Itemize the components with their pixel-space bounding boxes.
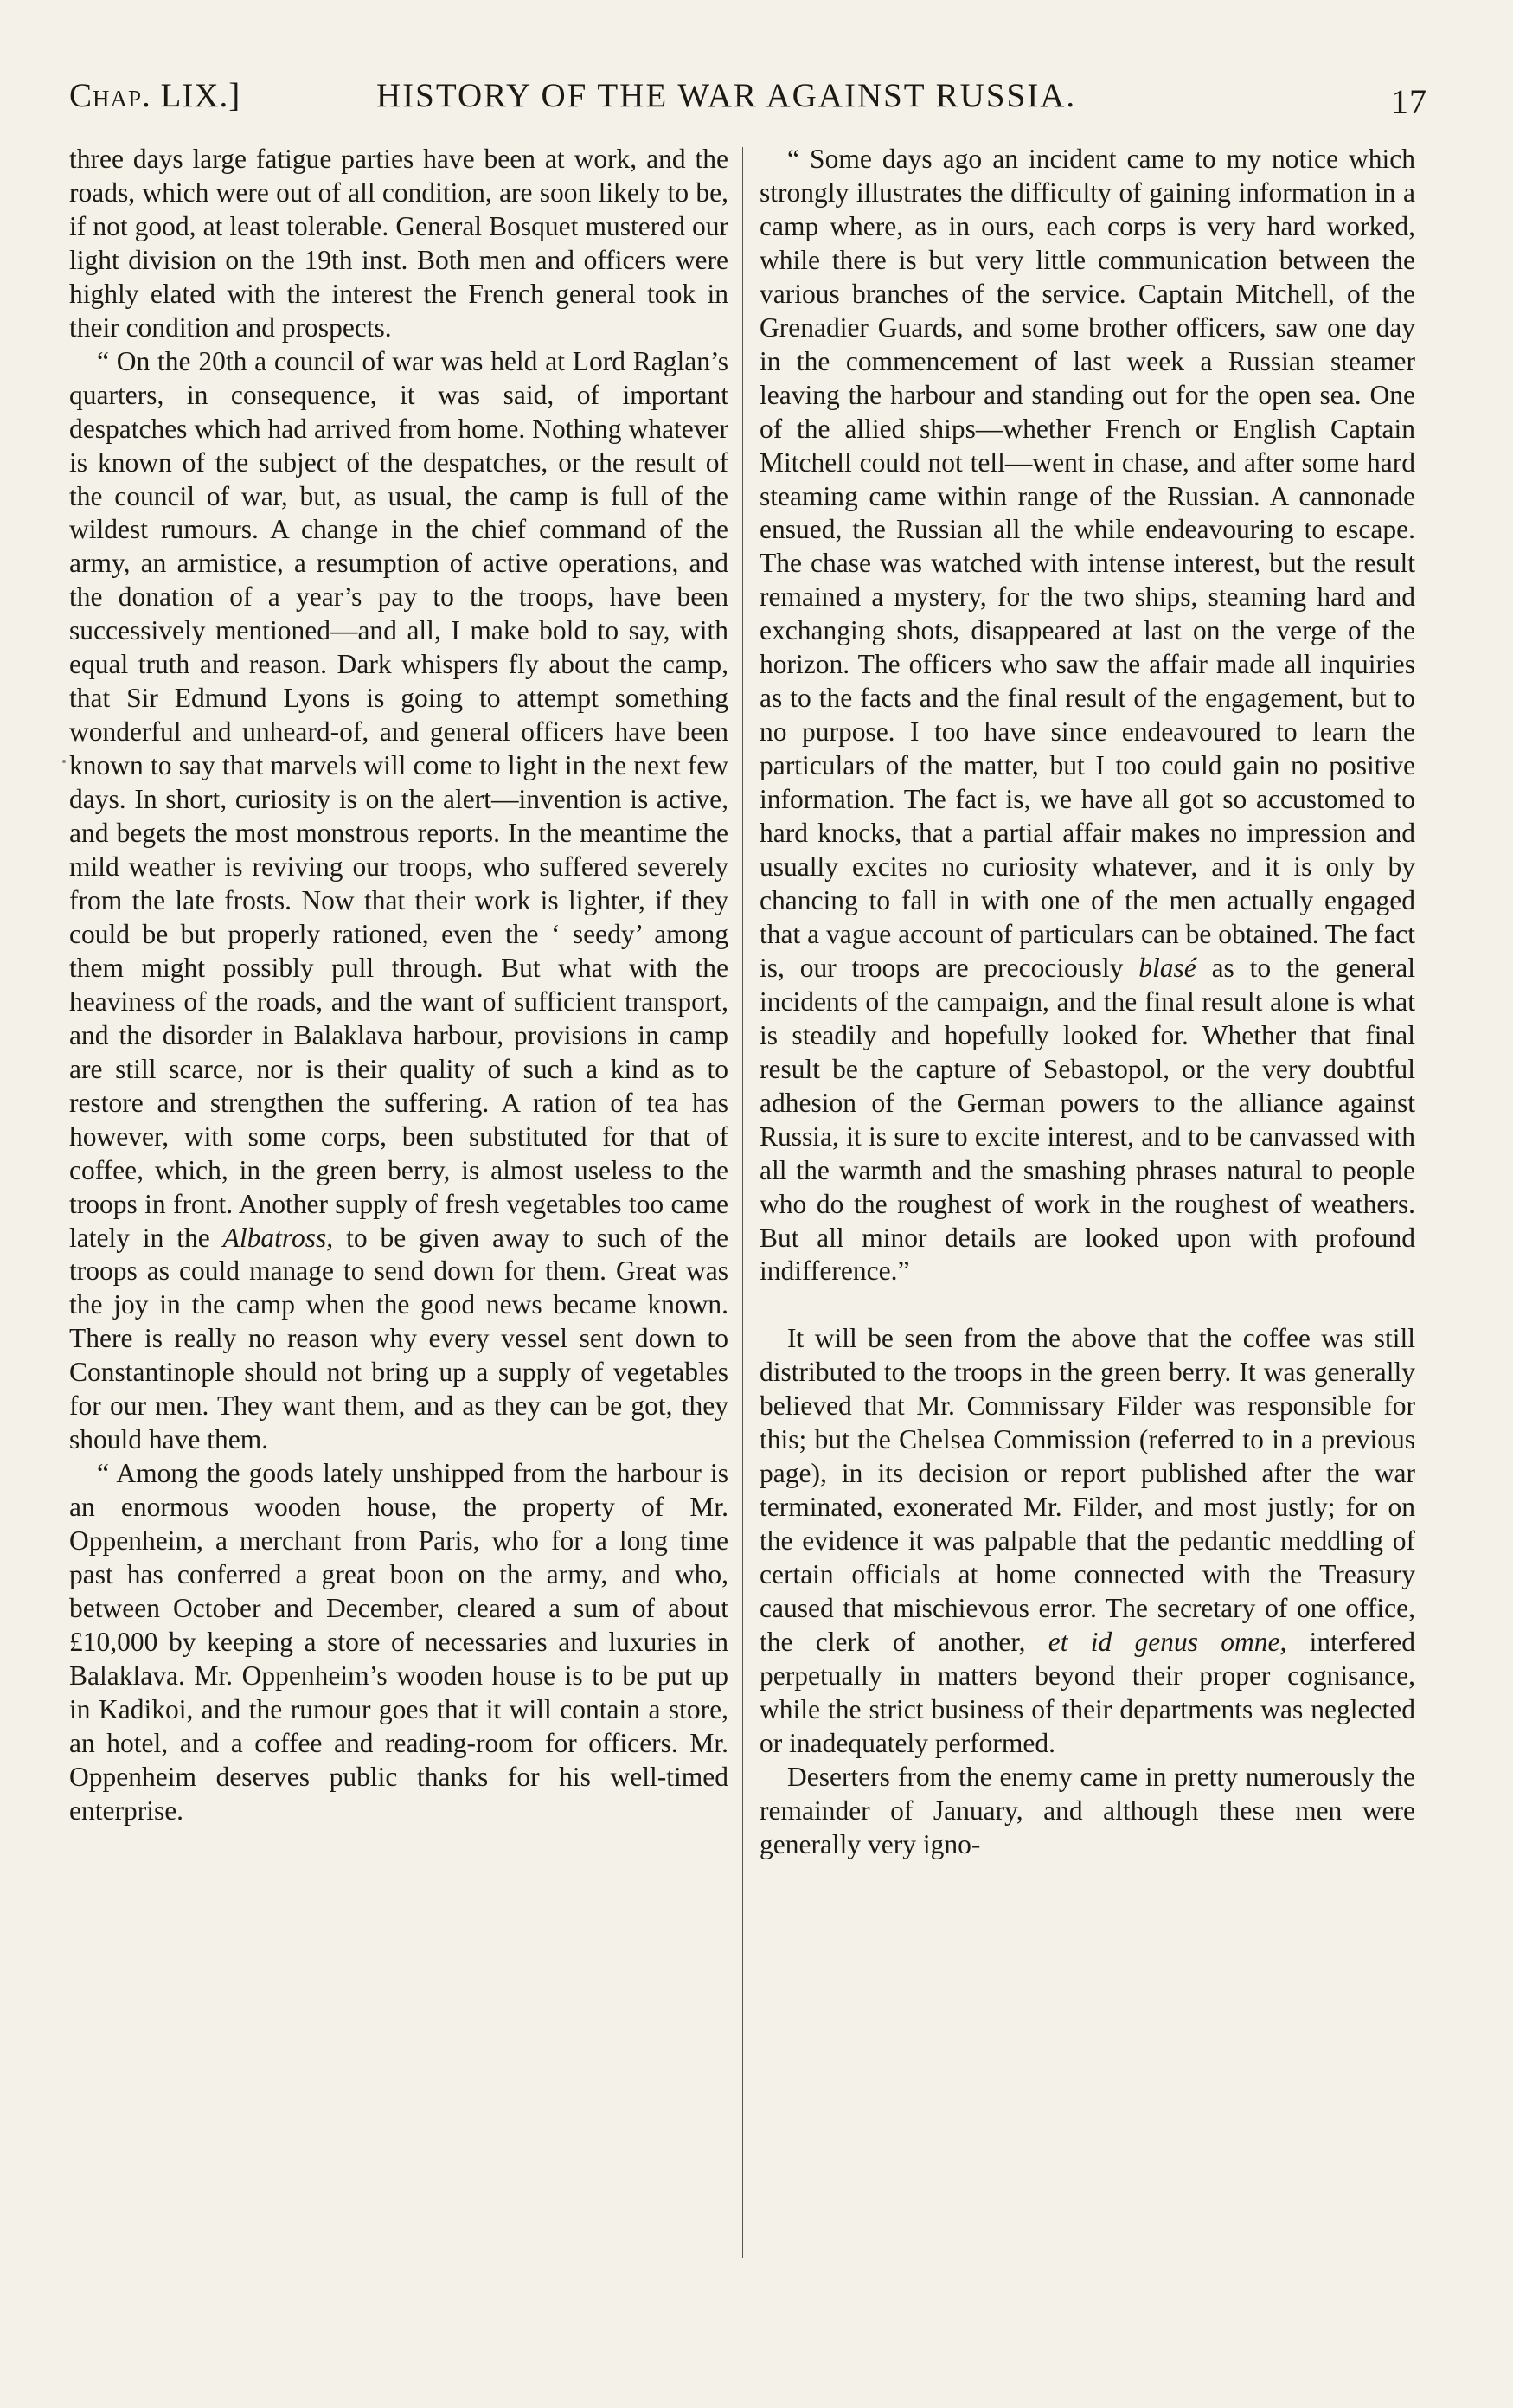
left-paragraph-1: three days large fatigue parties have been at work, and the roads, which were out of all condition, are soon likely to be, if not good, at least tolerable. General Bosquet mustered our light division on the 19th inst. Both men and officers were highly elated with the interest the French general took in their condition and prospects. <box>69 144 728 343</box>
left-paragraph-2-text: “ On the 20th a council of war was held at Lord Raglan’s quarters, in consequence, it was said, of important despatches which had arrived from home. Nothing whatever is known of the subject of the despatches, or the result of the council of war, but, as usual, the camp is full of the wildest rumours. A change in the chief command of the army, an armistice, a resumption of active operations, and the donation of a year’s pay to the troops, have been successively mentioned—and all, I make bold to say, with equal truth and reason. Dark whispers fly about the camp, that Sir Edmund Lyons is going to attempt something wonderful and unheard-of, and general officers have been known to say that marvels will come to light in the next few days. In short, curiosity is on the alert—invention is active, and begets the most monstrous reports. In the meantime the mild weather is reviving our troops, who suffered severely from the late frosts. Now that their work is lighter, if they could be but properly rationed, even the ‘ seedy’ among them might possibly pull through. But what with the heaviness of the roads, and the want of sufficient transport, and the disorder in Balaklava harbour, provisions in camp are still scarce, nor is their quality of such a kind as to restore and strengthen the suffering. A ration of tea has however, with some corps, been substituted for that of coffee, which, in the green berry, is almost useless to the troops in front. Another supply of fresh vegetables too came lately in the <box>69 345 728 1253</box>
margin-mark <box>62 760 66 763</box>
right-paragraph-3: Deserters from the enemy came in pretty numerously the remainder of January, and although these men were generally very igno- <box>760 1761 1415 1859</box>
right-paragraph-2-tail: interfered perpetually in matters beyond their proper cognisance, while the strict business of their departments was neglected or inadequately performed. <box>760 1626 1415 1758</box>
left-column <box>69 143 728 1828</box>
left-paragraph-3: “ Among the goods lately unshipped from the harbour is an enormous wooden house, the property of Mr. Oppenheim, a merchant from Paris, who for a long time past has conferred a great boon on the army, and who, between October and December, cleared a sum of about £10,000 by keeping a store of necessaries and luxuries in Balaklava. Mr. Oppenheim’s wooden house is to be put up in Kadikoi, and the rumour goes that it will contain a store, an hotel, and a coffee and reading-room for officers. Mr. Oppenheim deserves public thanks for his well-timed enterprise. <box>69 1458 728 1826</box>
latin-phrase: et id genus omne, <box>1048 1626 1287 1657</box>
right-paragraph-2 <box>760 1322 1415 1760</box>
left-paragraph-2-tail: to be given away to such of the troops as could manage to send down for them. Great was the joy in the camp when the good news became known. There is really no reason why every vessel sent down to Constantinople should not bring up a supply of vegetables for our men. They want them, and as they can be got, they should have them. <box>69 1222 729 1455</box>
running-head <box>69 76 1427 128</box>
running-title: HISTORY OF THE WAR AGAINST RUSSIA. <box>376 77 1077 114</box>
right-paragraph-1 <box>760 143 1415 1288</box>
ship-name: Albatross, <box>222 1222 334 1253</box>
right-paragraph-1-tail: as to the general incidents of the campaign, and the final result alone is what is steadily and hopefully looked for. Whether that final result be the capture of Sebastopol, or the very doubtful adhesion of the German powers to the alliance against Russia, it is sure to excite interest, and to be canvassed with all the warmth and the smashing phrases natural to people who do the roughest of work in the roughest of weathers. But all minor details are looked upon with profound indifference.” <box>760 952 1416 1287</box>
left-paragraph-2 <box>69 345 728 1457</box>
right-paragraph-2-text: It will be seen from the above that the coffee was still distributed to the troops in the green berry. It was generally believed that Mr. Commissary Filder was responsible for this; but the Chelsea Commission (referred to in a previous page), in its decision or report published after the war terminated, exonerated Mr. Filder, and most justly; for on the evidence it was palpable that the pedantic meddling of certain officials at home connected with the Treasury caused that mischievous error. The secretary of one office, the clerk of another, <box>760 1323 1415 1657</box>
right-paragraph-1-text: “ Some days ago an incident came to my notice which strongly illustrates the difficulty of gaining information in a camp where, as in ours, each corps is very hard worked, while there is but very little communication between the various branches of the service. Captain Mitchell, of the Grenadier Guards, and some brother officers, saw one day in the commencement of last week a Russian steamer leaving the harbour and standing out for the open sea. One of the allied ships—whether French or English Captain Mitchell could not tell—went in chase, and after some hard steaming came within range of the Russian. A cannonade ensued, the Russian all the while endeavouring to escape. The chase was watched with intense interest, but the result remained a mystery, for the two ships, steaming hard and exchanging shots, disappeared at last on the verge of the horizon. The officers who saw the affair made all inquiries as to the facts and the final result of the engagement, but to no purpose. I too have since endeavoured to learn the particulars of the matter, but I too could gain no positive information. The fact is, we have all got so accustomed to hard knocks, that a partial affair makes no impression and usually excites no curiosity whatever, and it is only by chancing to fall in with one of the men actually engaged that a vague account of particulars can be obtained. The fact is, our troops are precociously <box>760 144 1415 983</box>
blase-word: blasé <box>1138 952 1196 983</box>
page-number: 17 <box>1391 82 1427 121</box>
right-column <box>760 143 1415 1862</box>
column-divider <box>742 147 743 2258</box>
chapter-marker: Chap. LIX.] <box>69 77 241 114</box>
